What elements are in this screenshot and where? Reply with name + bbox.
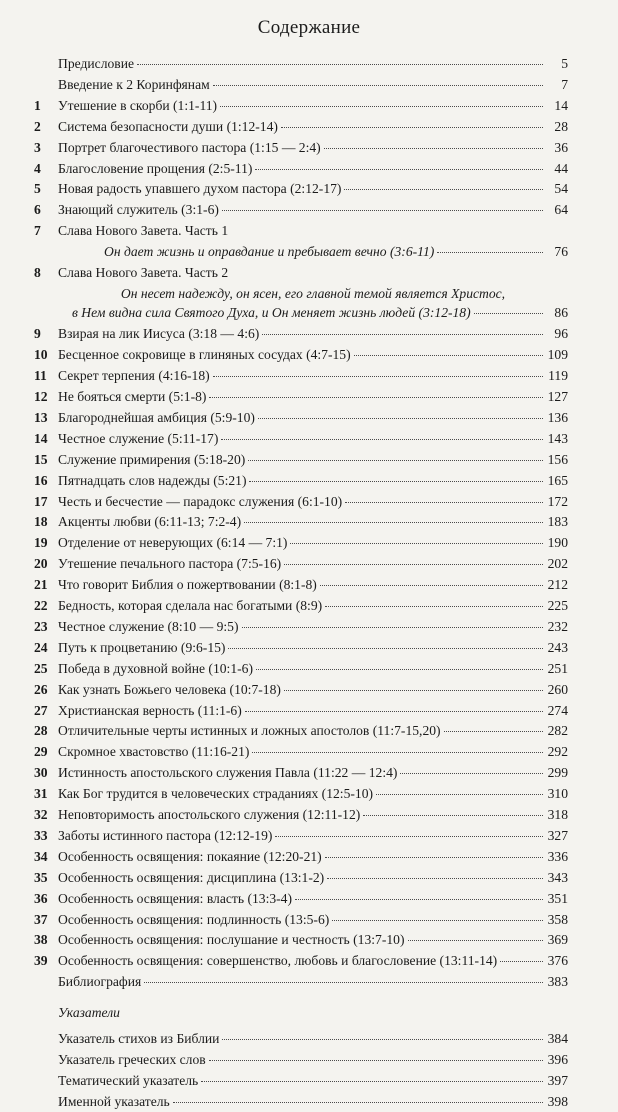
dot-leader xyxy=(284,690,543,691)
toc-entry-chapter[interactable] xyxy=(34,721,568,741)
chapter-number: 3 xyxy=(34,139,41,155)
dot-leader xyxy=(408,940,543,941)
dot-leader xyxy=(242,627,544,628)
page-number: 274 xyxy=(547,702,568,718)
toc-entry-chapter[interactable] xyxy=(34,138,568,158)
chapter-number: 1 xyxy=(34,97,41,113)
toc-entry-title: Отделение от неверующих (6:14 — 7:1) xyxy=(58,535,288,551)
toc-entry-title: Что говорит Библия о пожертвовании (8:1-8) xyxy=(58,577,317,593)
chapter-number: 24 xyxy=(34,639,48,655)
dot-leader xyxy=(320,585,543,586)
page-number: 343 xyxy=(547,869,568,885)
toc-entry-chapter[interactable] xyxy=(34,680,568,700)
toc-entry-chapter[interactable] xyxy=(34,429,568,449)
chapter-number: 7 xyxy=(34,223,41,239)
toc-entry-chapter[interactable] xyxy=(34,324,568,344)
toc-entry-line xyxy=(58,1050,568,1070)
toc-entry-title: Победа в духовной войне (10:1-6) xyxy=(58,660,253,676)
page-number: 336 xyxy=(547,848,568,864)
dot-leader xyxy=(327,878,543,879)
toc-entry-index[interactable] xyxy=(34,1092,568,1112)
dot-leader xyxy=(249,481,543,482)
toc-entry-chapter[interactable] xyxy=(34,179,568,199)
chapter-number: 35 xyxy=(34,869,48,885)
dot-leader xyxy=(209,397,543,398)
chapter-number: 30 xyxy=(34,765,48,781)
toc-entry-line xyxy=(58,596,568,616)
dot-leader xyxy=(345,502,543,503)
toc-subtitle-row xyxy=(34,284,568,304)
page-number: 225 xyxy=(547,598,568,613)
toc-entry-title: Не бояться смерти (5:1-8) xyxy=(58,389,207,404)
dot-leader xyxy=(252,752,543,753)
toc-entry-line xyxy=(58,117,568,137)
toc-entry-line xyxy=(58,303,568,323)
chapter-number: 11 xyxy=(34,368,47,384)
chapter-number: 22 xyxy=(34,598,48,613)
toc-entry-line xyxy=(58,263,568,283)
toc-entry-line xyxy=(58,492,568,512)
chapter-number: 33 xyxy=(34,827,48,843)
dot-leader xyxy=(344,189,543,190)
toc-entry-title: Особенность освящения: дисциплина (13:1-2) xyxy=(58,869,325,885)
page-number: 351 xyxy=(547,890,568,906)
toc-entry-line xyxy=(58,75,568,95)
page-number: 156 xyxy=(547,451,568,467)
chapter-number: 2 xyxy=(34,118,41,134)
toc-entry-chapter[interactable] xyxy=(34,450,568,470)
toc-entry-index[interactable] xyxy=(34,1029,568,1049)
toc-entry-index[interactable] xyxy=(34,1071,568,1091)
chapter-number: 39 xyxy=(34,953,48,969)
toc-entry-title: Заботы истинного пастора (12:12-19) xyxy=(58,827,273,843)
dot-leader xyxy=(245,711,543,712)
dot-leader xyxy=(221,439,543,440)
page-number: 143 xyxy=(547,430,568,446)
dot-leader xyxy=(325,857,543,858)
chapter-number: 34 xyxy=(34,848,48,864)
toc-entry-line xyxy=(58,138,568,158)
page-number: 384 xyxy=(547,1031,568,1047)
toc-entry-title: Новая радость упавшего духом пастора (2:12-17) xyxy=(58,181,342,197)
dot-leader xyxy=(275,836,543,837)
toc-entry-title: Как узнать Божьего человека (10:7-18) xyxy=(58,681,281,697)
toc-entry-title: Указатель греческих слов xyxy=(58,1052,206,1067)
page-number: 190 xyxy=(547,535,568,551)
toc-entry-chapter[interactable] xyxy=(34,345,568,365)
chapter-number: 13 xyxy=(34,409,48,425)
page-number: 54 xyxy=(554,181,568,197)
toc-entry-chapter[interactable] xyxy=(34,200,568,220)
toc-entry-title: Служение примирения (5:18-20) xyxy=(58,451,246,467)
toc-entry-chapter[interactable] xyxy=(34,366,568,386)
chapter-number: 25 xyxy=(34,660,48,676)
toc-entry-title: Путь к процветанию (9:6-15) xyxy=(58,639,226,655)
chapter-number: 14 xyxy=(34,430,48,446)
dot-leader xyxy=(173,1102,543,1103)
toc-entry-title: Благороднейшая амбиция (5:9-10) xyxy=(58,409,255,425)
chapter-number: 21 xyxy=(34,577,48,593)
toc-entry-title: Благословение прощения (2:5-11) xyxy=(58,160,253,176)
chapter-number: 38 xyxy=(34,932,48,948)
toc-entry-line xyxy=(58,512,568,532)
page-number: 292 xyxy=(547,744,568,760)
chapter-number: 5 xyxy=(34,181,41,197)
toc-entry-line xyxy=(58,868,568,888)
toc-entry-chapter[interactable] xyxy=(34,910,568,930)
dot-leader xyxy=(137,64,543,65)
toc-entry-line xyxy=(58,721,568,741)
toc-entry-title: Акценты любви (6:11-13; 7:2-4) xyxy=(58,514,242,530)
page-number: 327 xyxy=(547,827,568,843)
toc-entry-title: Предисловие xyxy=(58,56,135,71)
dot-leader xyxy=(437,252,543,253)
toc-entry-chapter[interactable] xyxy=(34,826,568,846)
page-number: 251 xyxy=(547,660,568,676)
toc-entry-line xyxy=(58,221,568,241)
toc-entry-chapter[interactable] xyxy=(34,742,568,762)
page-number: 282 xyxy=(547,723,568,739)
toc-entry-intro[interactable] xyxy=(34,75,568,95)
toc-entry-chapter[interactable] xyxy=(34,784,568,804)
toc-entry-chapter[interactable] xyxy=(34,638,568,658)
toc-entry-line xyxy=(58,450,568,470)
page-number: 376 xyxy=(547,953,568,969)
dot-leader xyxy=(144,982,543,983)
toc-entry-title: Секрет терпения (4:16-18) xyxy=(58,368,210,384)
toc-entry-title: Утешение печального пастора (7:5-16) xyxy=(58,556,282,572)
dot-leader xyxy=(290,543,543,544)
toc-entry-title: Честное служение (8:10 — 9:5) xyxy=(58,618,239,634)
chapter-number: 20 xyxy=(34,556,48,572)
page-number: 243 xyxy=(547,639,568,655)
toc-entry-line xyxy=(58,847,568,867)
toc-entry-intro[interactable] xyxy=(34,54,568,74)
toc-entry-line xyxy=(58,179,568,199)
dot-leader xyxy=(262,334,543,335)
toc-entry-line xyxy=(58,159,568,179)
toc-entry-chapter[interactable] xyxy=(34,408,568,428)
toc-entry-line xyxy=(58,54,568,74)
dot-leader xyxy=(222,210,543,211)
dot-leader xyxy=(255,169,543,170)
chapter-number: 26 xyxy=(34,681,48,697)
toc-entry-title: Знающий служитель (3:1-6) xyxy=(58,202,219,218)
chapter-number: 31 xyxy=(34,786,48,802)
toc-entry-line xyxy=(58,1029,568,1049)
chapter-number: 12 xyxy=(34,389,48,404)
dot-leader xyxy=(209,1060,543,1061)
toc-entry-index[interactable] xyxy=(34,1050,568,1070)
dot-leader xyxy=(201,1081,543,1082)
toc-entry-line xyxy=(58,200,568,220)
toc-entry-title: Бесценное сокровище в глиняных сосудах (4:7-15) xyxy=(58,347,351,363)
toc-entry-chapter[interactable] xyxy=(34,659,568,679)
toc-entry-title: Особенность освящения: совершенство, любовь и благословение (13:11-14) xyxy=(58,953,498,969)
toc-entry-line xyxy=(58,742,568,762)
dot-leader xyxy=(332,920,543,921)
dot-leader xyxy=(325,606,543,607)
toc-entry-title: Особенность освящения: власть (13:3-4) xyxy=(58,890,292,906)
page-number: 310 xyxy=(547,786,568,802)
toc-entry-line xyxy=(58,805,568,825)
toc-entry-line xyxy=(58,387,568,407)
dot-leader xyxy=(222,1039,543,1040)
toc-entry-chapter[interactable] xyxy=(34,533,568,553)
page-number: 397 xyxy=(547,1072,568,1088)
dot-leader xyxy=(281,127,543,128)
chapter-number: 28 xyxy=(34,723,48,739)
page-title: Содержание xyxy=(257,17,361,38)
page-number: 136 xyxy=(547,409,568,425)
toc-entry-chapter[interactable] xyxy=(34,554,568,574)
toc-entry-chapter[interactable] xyxy=(34,617,568,637)
toc-entry-line xyxy=(58,680,568,700)
chapter-number: 16 xyxy=(34,472,48,488)
toc-entry-line xyxy=(58,972,568,992)
page-number: 232 xyxy=(547,618,568,634)
toc-entry-chapter[interactable] xyxy=(34,492,568,512)
toc-entry-title: Слава Нового Завета. Часть 1 xyxy=(58,223,229,239)
chapter-number: 23 xyxy=(34,618,48,634)
page-number: 396 xyxy=(547,1052,568,1067)
toc-entry-chapter[interactable] xyxy=(34,701,568,721)
page-number: 44 xyxy=(554,160,568,176)
chapter-subtitle: в Нем видна сила Святого Духа, и Он меняет жизнь людей (3:12-18) xyxy=(72,305,471,321)
page-number: 96 xyxy=(554,326,568,342)
chapter-number: 32 xyxy=(34,807,48,822)
toc-entry-chapter[interactable] xyxy=(34,221,568,241)
page-number: 398 xyxy=(547,1093,568,1109)
toc-entry-bibliography[interactable] xyxy=(34,972,568,992)
page-number: 260 xyxy=(547,681,568,697)
chapter-number: 17 xyxy=(34,493,48,509)
chapter-number: 37 xyxy=(34,911,48,927)
page-number: 109 xyxy=(547,347,568,363)
toc-entry-title: Скромное хвастовство (11:16-21) xyxy=(58,744,250,760)
toc-entry-chapter[interactable] xyxy=(34,471,568,491)
page-number: 358 xyxy=(547,911,568,927)
page-number: 119 xyxy=(548,368,568,384)
toc-entry-line xyxy=(58,1092,568,1112)
toc-entry-line xyxy=(58,659,568,679)
dot-leader xyxy=(220,106,543,107)
page-number: 202 xyxy=(547,556,568,572)
toc-entry-title: Система безопасности души (1:12-14) xyxy=(58,118,278,134)
toc-entry-title: Истинность апостольского служения Павла (11:22 — 12:4) xyxy=(58,765,398,781)
toc-entry-chapter[interactable] xyxy=(34,117,568,137)
toc-entry-line xyxy=(58,408,568,428)
toc-entry-chapter[interactable] xyxy=(34,596,568,616)
toc-entry-title: Неповторимость апостольского служения (12:11-12) xyxy=(58,807,361,822)
toc-entry-title: Слава Нового Завета. Часть 2 xyxy=(58,265,229,280)
dot-leader xyxy=(376,794,543,795)
toc-entry-line xyxy=(58,617,568,637)
page-number: 7 xyxy=(561,76,568,92)
chapter-number: 15 xyxy=(34,451,48,467)
toc-entry-title: Особенность освящения: покаяние (12:20-21) xyxy=(58,848,322,864)
page-number: 127 xyxy=(547,389,568,404)
dot-leader xyxy=(213,376,543,377)
toc-entry-chapter[interactable] xyxy=(34,512,568,532)
toc-entry-line xyxy=(58,429,568,449)
toc-entry-chapter[interactable] xyxy=(34,763,568,783)
toc-entry-title: Бедность, которая сделала нас богатыми (8:9) xyxy=(58,598,323,613)
toc-entry-title: Пятнадцать слов надежды (5:21) xyxy=(58,472,247,488)
dot-leader xyxy=(324,148,543,149)
chapter-number: 29 xyxy=(34,744,48,760)
toc-entry-chapter[interactable] xyxy=(34,930,568,950)
chapter-subtitle: Он дает жизнь и оправдание и пребывает вечно (3:6-11) xyxy=(104,244,435,260)
toc-entry-chapter[interactable] xyxy=(34,889,568,909)
toc-entry-title: Портрет благочестивого пастора (1:15 — 2:4) xyxy=(58,139,321,155)
toc-entry-line xyxy=(58,763,568,783)
dot-leader xyxy=(500,961,543,962)
page-number: 14 xyxy=(554,97,568,113)
chapter-number: 6 xyxy=(34,202,41,218)
chapter-number: 36 xyxy=(34,890,48,906)
dot-leader xyxy=(213,85,543,86)
chapter-number: 4 xyxy=(34,160,41,176)
toc-subtitle-row xyxy=(34,303,568,323)
dot-leader xyxy=(258,418,543,419)
chapter-number: 9 xyxy=(34,326,41,342)
dot-leader xyxy=(256,669,543,670)
page-number: 183 xyxy=(547,514,568,530)
toc-entry-title: Отличительные черты истинных и ложных апостолов (11:7-15,20) xyxy=(58,723,441,739)
dot-leader xyxy=(400,773,543,774)
toc-subtitle-row xyxy=(34,242,568,262)
toc-entry-chapter[interactable] xyxy=(34,263,568,283)
toc-entry-line xyxy=(58,826,568,846)
dot-leader xyxy=(474,313,543,314)
page-number: 172 xyxy=(547,493,568,509)
chapter-number: 27 xyxy=(34,702,48,718)
toc-entry-title: Именной указатель xyxy=(58,1093,170,1109)
toc-entry-title: Утешение в скорби (1:1-11) xyxy=(58,97,218,113)
toc-entry-line xyxy=(58,701,568,721)
page-number: 64 xyxy=(554,202,568,218)
page-number: 28 xyxy=(554,118,568,134)
dot-leader xyxy=(228,648,543,649)
toc-entry-line xyxy=(58,951,568,971)
page-number: 212 xyxy=(547,577,568,593)
toc-entry-title: Введение к 2 Коринфянам xyxy=(58,76,210,92)
toc-entry-title: Библиография xyxy=(58,974,142,990)
toc-entry-chapter[interactable] xyxy=(34,387,568,407)
toc-entry-line xyxy=(58,533,568,553)
page-number: 76 xyxy=(554,244,568,260)
toc-entry-chapter[interactable] xyxy=(34,847,568,867)
toc-entry-line xyxy=(58,1071,568,1091)
page-number: 5 xyxy=(561,56,568,71)
dot-leader xyxy=(244,522,543,523)
toc-entry-line xyxy=(58,242,568,262)
toc-entry-title: Честь и бесчестие — парадокс служения (6:1-10) xyxy=(58,493,343,509)
dot-leader xyxy=(363,815,543,816)
toc-entry-chapter[interactable] xyxy=(34,159,568,179)
toc-entry-line xyxy=(58,889,568,909)
chapter-number: 19 xyxy=(34,535,48,551)
toc-entry-chapter[interactable] xyxy=(34,868,568,888)
dot-leader xyxy=(354,355,543,356)
toc-entry-title: Честное служение (5:11-17) xyxy=(58,430,219,446)
toc-entry-line xyxy=(58,930,568,950)
dot-leader xyxy=(444,731,543,732)
toc-entry-line xyxy=(58,366,568,386)
toc-entry-line xyxy=(58,345,568,365)
chapter-number: 10 xyxy=(34,347,48,363)
toc-entry-line xyxy=(58,575,568,595)
toc-entry-title: Тематический указатель xyxy=(58,1072,199,1088)
toc-entry-chapter[interactable] xyxy=(34,951,568,971)
toc-entry-title: Христианская верность (11:1-6) xyxy=(58,702,242,718)
dot-leader xyxy=(295,899,543,900)
toc-entry-title: Указатель стихов из Библии xyxy=(58,1031,220,1047)
toc-entry-title: Взирая на лик Иисуса (3:18 — 4:6) xyxy=(58,326,260,342)
chapter-number: 8 xyxy=(34,265,41,280)
toc-entry-title: Особенность освящения: послушание и честность (13:7-10) xyxy=(58,932,405,948)
indexes-heading: Указатели xyxy=(58,1005,120,1021)
chapter-number: 18 xyxy=(34,514,48,530)
page-number: 369 xyxy=(547,932,568,948)
toc-entry-line xyxy=(58,910,568,930)
toc-entry-line xyxy=(58,324,568,344)
page-number: 299 xyxy=(547,765,568,781)
toc-entry-chapter[interactable] xyxy=(34,575,568,595)
page-number: 318 xyxy=(547,807,568,822)
toc-entry-chapter[interactable] xyxy=(34,96,568,116)
toc-entry-line xyxy=(58,638,568,658)
page-number: 86 xyxy=(554,305,568,321)
dot-leader xyxy=(248,460,543,461)
chapter-subtitle: Он несет надежду, он ясен, его главной темой является Христос, xyxy=(120,285,506,301)
toc-entry-line xyxy=(58,96,568,116)
dot-leader xyxy=(284,564,543,565)
toc-entry-line xyxy=(58,471,568,491)
page-number: 165 xyxy=(547,472,568,488)
toc-entry-chapter[interactable] xyxy=(34,805,568,825)
toc-entry-line xyxy=(58,554,568,574)
toc-entry-line xyxy=(58,784,568,804)
toc-entry-title: Особенность освящения: подлинность (13:5-6) xyxy=(58,911,330,927)
page-number: 383 xyxy=(547,974,568,990)
page-number: 36 xyxy=(554,139,568,155)
toc-entry-title: Как Бог трудится в человеческих страданиях (12:5-10) xyxy=(58,786,374,802)
